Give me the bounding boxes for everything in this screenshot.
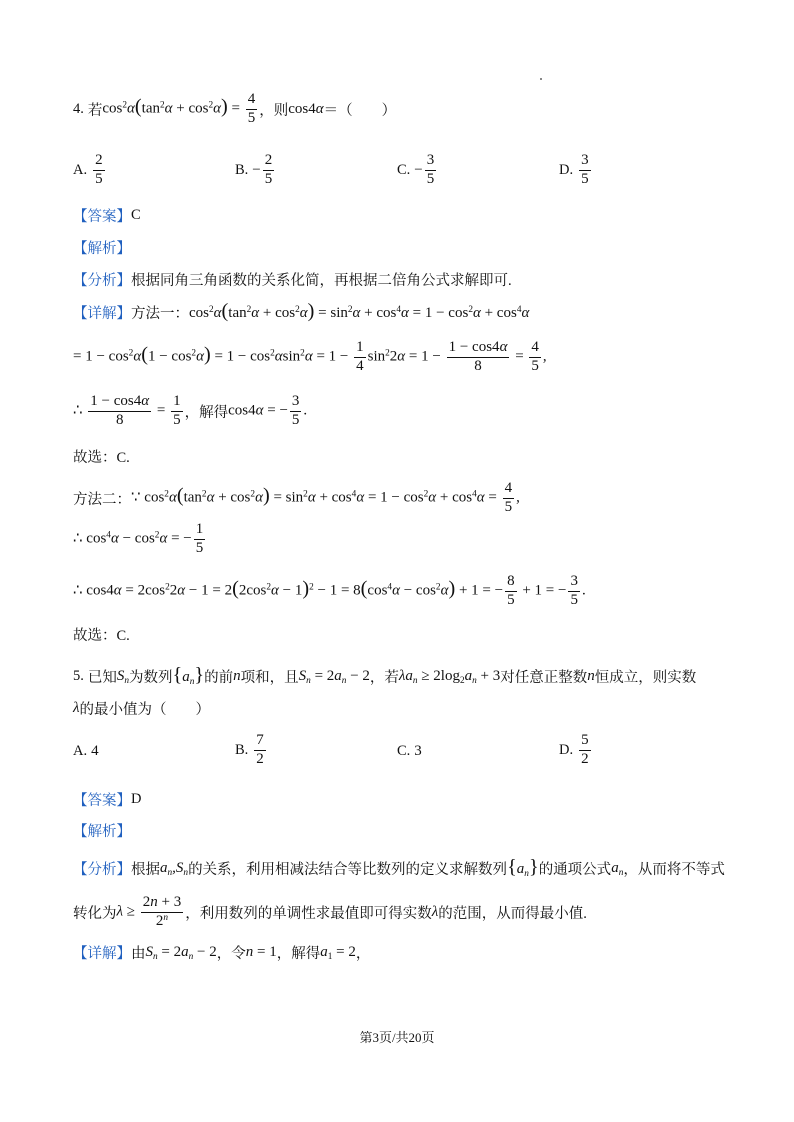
q4-detail-line2 xyxy=(73,340,547,375)
q5-stem-line2: λ 的最小值为（ ） xyxy=(73,700,210,718)
q4-option-a[interactable]: A. $\frac{2}{5}$ xyxy=(73,152,103,187)
q4-solve-word: ，解得 xyxy=(184,404,229,421)
q4-method2-line3 xyxy=(73,574,586,609)
q5-stem-line1: 5. 已知 $S_n$ 为数列 $\{a_n\}$ 的前 n 项和，且 $S_n = 2a_n - 2$ ，若 $\lambda a_n \ge 2\log_2a_n + 3$ 对任意正整数 n 恒成立，则实数 xyxy=(73,664,697,687)
q4-detail-line3 xyxy=(73,394,307,429)
q5-fenxi-line2: 转化为 λ ≥ $\frac{2n + 3}{2^n}$ ，利用数列的单调性求最值即可得实数 λ 的范围，从而得最小值. xyxy=(73,894,587,929)
q5-number: 5. xyxy=(73,668,84,684)
q4-option-d[interactable]: D. $\frac{3}{5}$ xyxy=(559,152,589,187)
method2-label: 方法二： xyxy=(73,491,131,508)
q4-analysis xyxy=(73,237,131,258)
q4-answer-value: C xyxy=(131,207,141,223)
fenxi-tag: 【分析】 xyxy=(73,273,131,289)
q5-analysis: 【解析】 xyxy=(73,824,131,840)
q4-method2-eq2: ∴ $\cos^4\alpha - \cos^2\alpha$ = − $\frac{1}{5}$ xyxy=(73,521,204,556)
q4-method2-eq3: ∴ $\cos 4\alpha = 2\cos^22\alpha - 1 = 2(2\cos^2\alpha - 1)^2 - 1 = 8(\cos^4\alpha - \cos^2\alpha) + 1$ = − $\frac{8}{5}$ + 1 = − $\frac{3}{5}$ . xyxy=(73,573,586,608)
q5-option-c[interactable]: C. 3 xyxy=(397,743,422,759)
q4-stem-mid: ，则 xyxy=(259,102,289,119)
method1-label: 方法一： xyxy=(131,306,189,322)
q4-option-b[interactable]: B. − $\frac{2}{5}$ xyxy=(235,152,273,187)
q4-detail-eq2: = $1 - \cos^2\alpha(1 - \cos^2\alpha) = 1 - \cos^2\alpha\sin^2\alpha = 1$ − $\frac{1}{4}$ $\sin^22\alpha = 1$ − $\frac{1 - \cos 4\alpha}{8}$ = $\frac{4}{5}$ , xyxy=(73,339,547,374)
q4-detail-line1 xyxy=(73,302,529,323)
answer-tag: 【答案】 xyxy=(73,209,131,225)
q4-detail-eq3: ∴ $\frac{1 - \cos 4\alpha}{8}$ = $\frac{1}{5}$ xyxy=(73,393,181,428)
q5-fenxi-line1: 【分析】 根据 $a_n,S_n$ 的关系，利用相减法结合等比数列的定义求解数列 $\{a_n\}$ 的通项公式 $a_n$ ，从而将不等式 xyxy=(73,856,725,879)
q5-detail-line1: 【详解】 由 $S_n = 2a_n - 2$ ，令 n = 1 ，解得 $a_1 = 2$ ， xyxy=(73,944,371,962)
q5-answer-value: D xyxy=(131,791,142,807)
q4-method2-eq1: ∵ $\cos^2\alpha(\tan^2\alpha + \cos^2\alpha) = \sin^2\alpha + \cos^4\alpha = 1 - \cos^2\alpha + \cos^4\alpha$ = $\frac{4}{5}$ , xyxy=(131,480,520,515)
q4-fenxi-text: 根据同角三角函数的关系化简，再根据二倍角公式求解即可. xyxy=(131,273,512,289)
scan-dot xyxy=(540,78,542,80)
q4-choose1: 故选：C. xyxy=(73,450,130,466)
q4-stem xyxy=(73,92,396,127)
page-footer: 第3页/共20页 xyxy=(359,1030,435,1045)
q4-method2-line2 xyxy=(73,522,207,557)
q4-target: cos4α xyxy=(288,100,324,117)
q4-choose2: 故选：C. xyxy=(73,628,130,644)
q5-option-a[interactable]: A. 4 xyxy=(73,743,99,759)
q5-option-d[interactable]: D. $\frac{5}{2}$ xyxy=(559,732,589,767)
q4-detail-result: cos4α = − $\frac{3}{5}$ . xyxy=(228,393,308,428)
q4-number: 4. xyxy=(73,100,84,117)
q5-answer: 【答案】 D xyxy=(73,791,142,809)
detail-tag: 【详解】 xyxy=(73,306,131,322)
q4-fenxi xyxy=(73,269,512,290)
analysis-tag: 【解析】 xyxy=(73,241,131,257)
q4-answer xyxy=(73,205,141,226)
q5-option-b[interactable]: B. $\frac{7}{2}$ xyxy=(235,732,264,767)
q4-detail-eq1: $\cos^2\alpha(\tan^2\alpha + \cos^2\alpha) = \sin^2\alpha + \cos^4\alpha = 1 - \cos^2\alpha + \cos^4\alpha$ xyxy=(189,300,530,322)
q4-stem-prefix: 若 xyxy=(87,102,103,119)
q4-stem-suffix: ＝（ ） xyxy=(323,102,397,119)
q4-expression: $\cos^2\alpha(\tan^2\alpha + \cos^2\alpha)$ = $\frac{4}{5}$ xyxy=(102,91,256,126)
q4-option-c[interactable]: C. − $\frac{3}{5}$ xyxy=(397,152,435,187)
q4-method2-line1 xyxy=(73,481,520,516)
